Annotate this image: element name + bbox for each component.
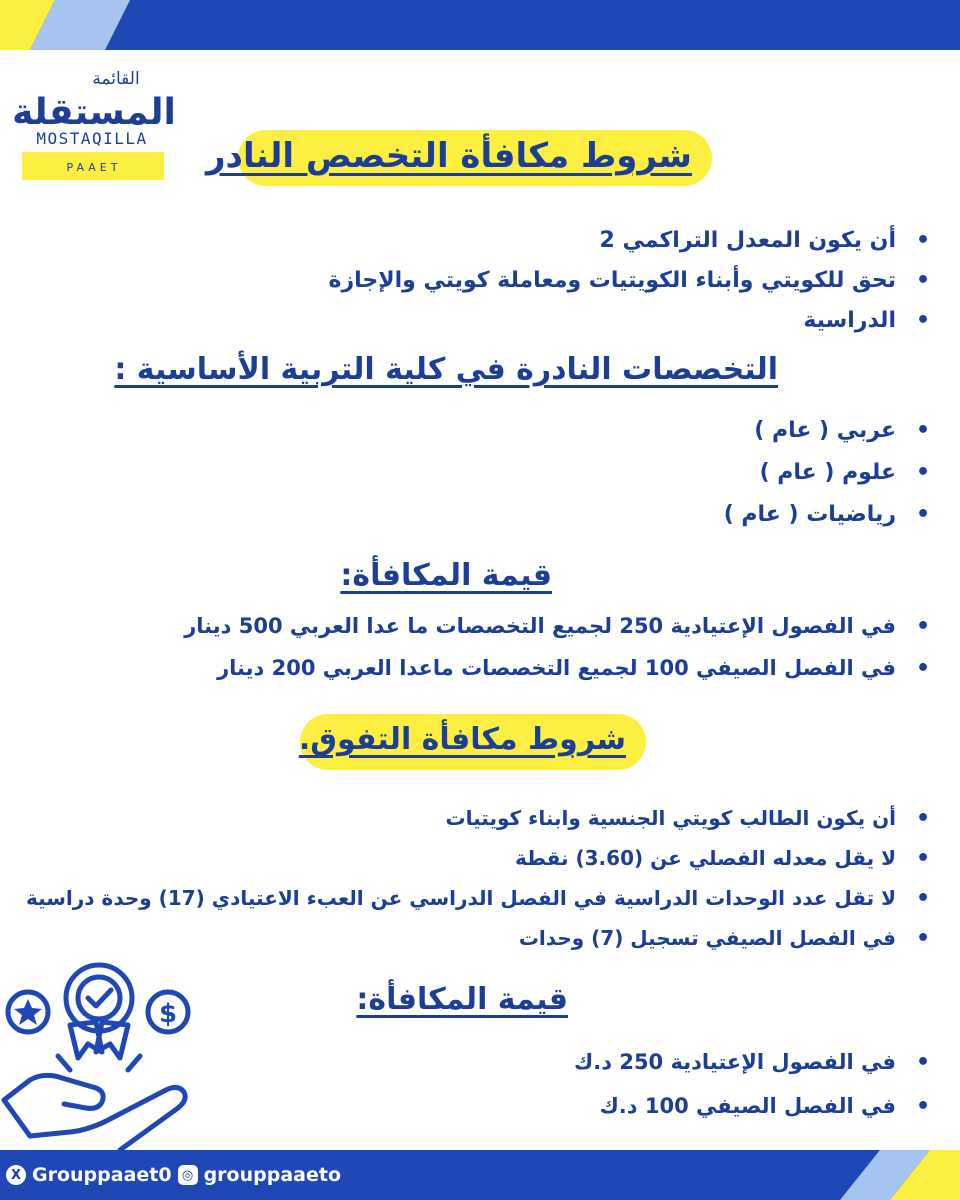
mostaqilla-logo xyxy=(12,62,176,180)
award-ribbon-icon xyxy=(66,965,132,1058)
award-illustration xyxy=(0,960,220,1160)
svg-text:PAAET: PAAET xyxy=(66,161,122,174)
section1-conditions xyxy=(328,228,932,348)
twitter-handle: Grouppaaet0 xyxy=(32,1164,172,1186)
svg-text:MOSTAQILLA: MOSTAQILLA xyxy=(36,129,148,148)
list-item: • في الفصل الصيفي 100 د.ك xyxy=(574,1094,932,1138)
svg-text:$: $ xyxy=(158,999,178,1029)
instagram-handle: grouppaaeto xyxy=(203,1164,341,1186)
list-item: • عربي ( عام ) xyxy=(724,418,932,460)
section2-specializations xyxy=(724,418,932,544)
section4-title: شروط مكافأة التفوق. xyxy=(298,722,626,757)
open-hand-icon xyxy=(4,1075,185,1150)
top-decorative-band xyxy=(0,0,960,50)
sparkle-lines xyxy=(58,1056,140,1070)
svg-text:المستقلة: المستقلة xyxy=(12,92,176,133)
list-item: • في الفصول الإعتيادية 250 د.ك xyxy=(574,1050,932,1094)
svg-text:القائمة: القائمة xyxy=(92,69,140,89)
list-item: • في الفصل الصيفي 100 لجميع التخصصات ماعدا العربي 200 دينار xyxy=(184,656,932,698)
list-item: • أن يكون الطالب كويتي الجنسية وابناء كويتيات xyxy=(26,806,932,846)
list-item: • لا تقل عدد الوحدات الدراسية في الفصل الدراسي عن العبء الاعتيادي (17) وحدة دراسية xyxy=(26,886,932,926)
section3-title: قيمة المكافأة: xyxy=(340,558,552,593)
list-item: • في الفصل الصيفي تسجيل (7) وحدات xyxy=(26,926,932,966)
list-item: • لا يقل معدله الفصلي عن (3.60) نقطة xyxy=(26,846,932,886)
section4-conditions xyxy=(26,806,932,966)
list-item: • رياضيات ( عام ) xyxy=(724,502,932,544)
instagram-icon: ◎ xyxy=(178,1165,198,1185)
section2-title: التخصصات النادرة في كلية التربية الأساسية : xyxy=(114,352,778,387)
star-coin-icon xyxy=(8,992,48,1032)
social-handles xyxy=(6,1160,341,1190)
list-item: • تحق للكويتي وأبناء الكويتيات ومعاملة كويتي والإجازة xyxy=(328,268,932,308)
section5-reward-values xyxy=(574,1050,932,1138)
section5-title: قيمة المكافأة: xyxy=(356,982,568,1017)
section1-title: شروط مكافأة التخصص النادر xyxy=(205,136,692,176)
list-item-continuation: • الدراسية xyxy=(328,308,932,348)
x-twitter-icon: X xyxy=(6,1165,26,1185)
list-item: • في الفصول الإعتيادية 250 لجميع التخصصات ما عدا العربي 500 دينار xyxy=(184,614,932,656)
list-item: • علوم ( عام ) xyxy=(724,460,932,502)
dollar-coin-icon xyxy=(148,992,188,1032)
section3-reward-values xyxy=(184,614,932,698)
list-item: • أن يكون المعدل التراكمي 2 xyxy=(328,228,932,268)
